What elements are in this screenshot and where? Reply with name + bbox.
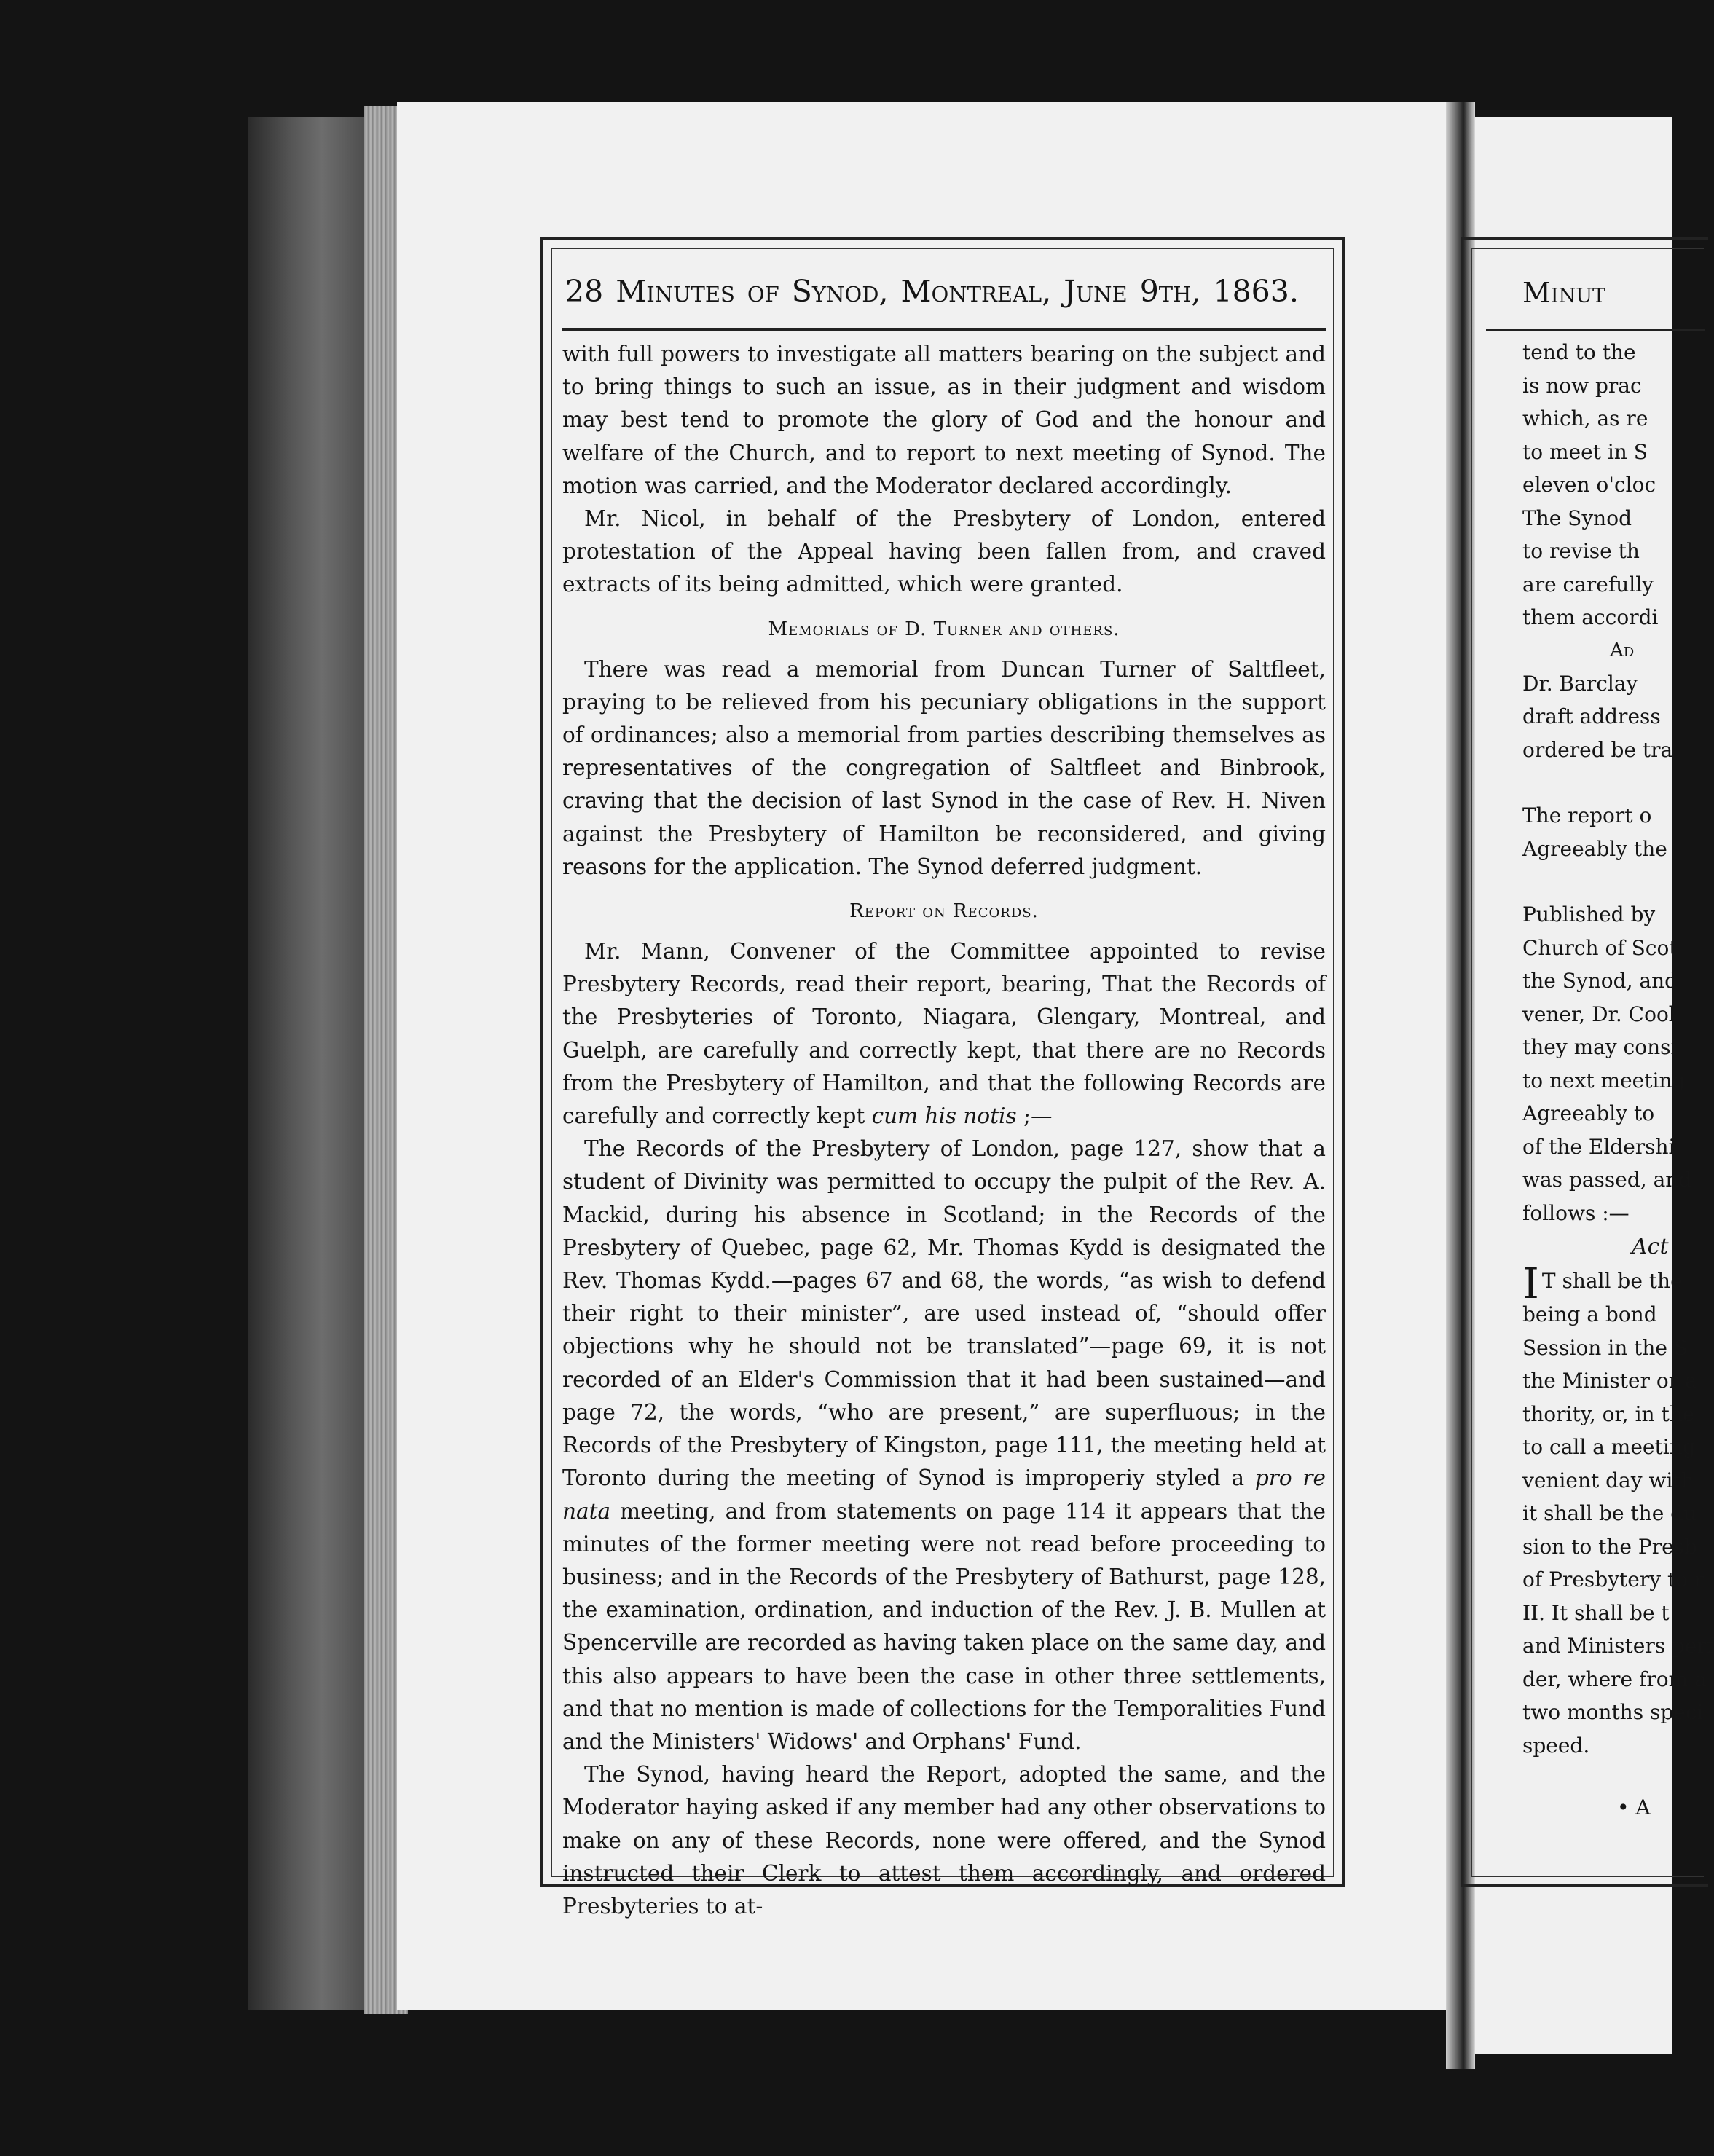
text-line xyxy=(1522,1464,1697,1498)
paragraph: Mr. Nicol, in behalf of the Presbytery of London, entered protestation of the Appeal having been fallen from, and craved extracts of its being admitted, which were granted. xyxy=(562,506,1326,597)
line-text: them accordi xyxy=(1522,605,1659,629)
text-line xyxy=(1522,1163,1697,1197)
line-text: are carefully xyxy=(1522,572,1654,597)
text-line xyxy=(1522,1729,1697,1763)
book-spine xyxy=(248,117,372,2010)
paragraph: There was read a memorial from Duncan Turner of Saltfleet, praying to be relieved from his pecuniary obligations in the support of ordinances; also a memorial from parties describing themselves as representatives of the congregation of Saltfleet and Binbrook, craving that the decision of last Synod in the case of Rev. H. Niven against the Presbytery of Hamilton be reconsidered, and giving reasons for the application. The Synod deferred judgment. xyxy=(562,656,1326,879)
line-text: of Presbytery to r xyxy=(1522,1567,1705,1592)
text-line xyxy=(1522,1629,1714,1663)
line-text: Church of Scot xyxy=(1522,935,1678,960)
text-line xyxy=(1522,1530,1697,1564)
line-text: The Synod xyxy=(1522,505,1632,530)
text-line xyxy=(1522,402,1697,436)
footnote-marker: • A xyxy=(1617,1795,1651,1819)
right-text-block xyxy=(1522,336,1697,634)
text-line xyxy=(1522,799,1697,833)
line-text: is now prac xyxy=(1522,373,1642,398)
page-number: 28 xyxy=(565,274,604,309)
text-line xyxy=(1522,1431,1697,1464)
line-text: vener, Dr. Cool xyxy=(1522,1002,1675,1026)
line-text: thority, or, in the xyxy=(1522,1401,1695,1426)
right-running-title: Minut xyxy=(1522,277,1605,309)
line-text: the Minister or a xyxy=(1522,1369,1697,1393)
text-line xyxy=(1522,535,1697,568)
text-line xyxy=(1522,336,1697,369)
right-header-rule xyxy=(1486,329,1705,331)
line-text: it shall be the du xyxy=(1522,1501,1697,1525)
right-section-heading: Ad xyxy=(1610,639,1635,661)
line-text: Agreeably to xyxy=(1522,1101,1655,1125)
right-section-heading: Act xyxy=(1632,1234,1669,1259)
paragraph-text: Mr. Mann, Convener of the Committee appointed to revise Presbytery Records, read their report, bearing, That the Records of the Presbyteries of Toronto, Niagara, Glengary, Montreal, and Guelph, are carefully and correctly kept, that there are no Records from the Presbytery of Hamilton, and that the following Records are carefully and correctly kept xyxy=(562,939,1326,1129)
header-rule xyxy=(562,328,1326,331)
left-page-text xyxy=(562,255,1326,1923)
line-text: they may consi xyxy=(1522,1035,1678,1059)
line-text: ordered be tra xyxy=(1522,737,1673,762)
text-line xyxy=(1522,898,1697,932)
right-text-block xyxy=(1522,799,1697,865)
right-text-block xyxy=(1522,898,1697,1230)
text-line xyxy=(1522,568,1697,602)
text-line xyxy=(1522,733,1697,767)
line-text: draft address xyxy=(1522,704,1661,728)
line-text: tend to the xyxy=(1522,340,1636,364)
paragraph xyxy=(562,935,1326,1133)
right-page-text xyxy=(1522,255,1714,1824)
line-text: to next meeting xyxy=(1522,1068,1686,1093)
line-text: Session in the S xyxy=(1522,1335,1689,1360)
page-header xyxy=(562,274,1326,309)
line-text: was passed, and xyxy=(1522,1168,1692,1192)
line-text: two months speci xyxy=(1522,1700,1704,1724)
line-text: to revise th xyxy=(1522,539,1640,563)
line-text: venient day with xyxy=(1522,1468,1694,1492)
line-text: being a bond xyxy=(1522,1302,1657,1326)
right-text-block xyxy=(1522,667,1697,767)
text-line xyxy=(1522,700,1697,733)
text-line xyxy=(1522,601,1697,634)
section-heading: Memorials of D. Turner and others. xyxy=(768,618,1120,640)
paragraph-text: ;— xyxy=(1023,1103,1053,1129)
text-line xyxy=(1522,1398,1697,1431)
line-text: the Synod, and xyxy=(1522,969,1678,993)
line-text: II. It shall be t xyxy=(1522,1600,1670,1625)
text-line xyxy=(1522,1331,1697,1365)
text-line xyxy=(1522,1696,1704,1729)
spacer xyxy=(1522,766,1697,799)
text-line xyxy=(1522,1563,1705,1597)
text-line xyxy=(1522,998,1697,1031)
line-text: eleven o'cloc xyxy=(1522,473,1656,497)
text-line xyxy=(1522,1597,1697,1630)
text-line xyxy=(1522,833,1697,866)
line-text: to call a meeting xyxy=(1522,1435,1696,1459)
text-line xyxy=(1522,1064,1697,1098)
text-line xyxy=(1522,667,1697,701)
line-text: follows :— xyxy=(1522,1200,1630,1225)
spacer xyxy=(1522,865,1697,898)
paragraph-text: meeting, and from statements on page 114 it appears that the minutes of the former meeting were not read before proceeding to business; and in the Records of the Presbytery of Bathurst, page 128, the examination, ordination, and induction of the Rev. J. B. Mullen at Spencerville are recorded as having taken place on the same day, and this also appears to have been the case in other three settlements, and that no mention is made of collections for the Temporalities Fund and the Ministers' Widows' and Orphans' Fund. xyxy=(562,1498,1326,1754)
line-text: sion to the Presb xyxy=(1522,1534,1697,1559)
text-line xyxy=(1522,932,1697,965)
line-text: to meet in S xyxy=(1522,439,1648,464)
line-text: and Ministers perf xyxy=(1522,1634,1714,1658)
line-text: speed. xyxy=(1522,1733,1590,1758)
line-text: of the Eldershi xyxy=(1522,1134,1675,1159)
line-text: Agreeably the xyxy=(1522,836,1667,861)
section-heading: Report on Records. xyxy=(849,900,1039,923)
text-line xyxy=(1522,369,1697,403)
text-line xyxy=(1522,1364,1697,1398)
paragraph: with full powers to investigate all matters bearing on the subject and to bring things to such an issue, as in their judgment and wisdom may best tend to promote the glory of God and the honour and welfare of the Church, and to report to next meeting of Synod. The motion was carried, and the Moderator declared accordingly. xyxy=(562,342,1326,498)
line-text: The report o xyxy=(1522,803,1652,827)
line-text: T shall be the xyxy=(1541,1269,1683,1293)
running-title: Minutes of Synod, Montreal, June 9th, 1863. xyxy=(616,274,1299,309)
text-line xyxy=(1522,1663,1707,1696)
line-text: Published by xyxy=(1522,902,1656,926)
text-line xyxy=(1522,502,1697,535)
text-line xyxy=(1522,964,1697,998)
text-line xyxy=(1522,436,1697,469)
paragraph: The Synod, having heard the Report, adopted the same, and the Moderator haying asked if any member had any other observations to make on any of these Records, none were offered, and the Synod instructed their Clerk to attest them accordingly, and ordered Presbyteries to at- xyxy=(562,1762,1326,1919)
drop-cap: I xyxy=(1522,1259,1539,1308)
text-line xyxy=(1522,1298,1697,1331)
text-line xyxy=(1522,1259,1697,1308)
paragraph xyxy=(562,1133,1326,1758)
italic-phrase: cum his notis xyxy=(871,1103,1017,1129)
text-line xyxy=(1522,468,1697,502)
right-text-block xyxy=(1522,1259,1714,1762)
paragraph-text: The Records of the Presbytery of London, page 127, show that a student of Divinity was permitted to occupy the pulpit of the Rev. A. Mackid, during his absence in Scotland; in the Records of the Presbytery of Quebec, page 62, Mr. Thomas Kydd is designated the Rev. Thomas Kydd.—pages 67 and 68, the words, “as wish to defend their right to their minister”, are used instead of, “should offer objections why he should not be translated”—page 69, it is not recorded of an Elder's Commission that it had been sustained—and page 72, the words, “who are present,” are superfluous; in the Records of the Presbytery of Kingston, page 111, the meeting held at Toronto during the meeting of Synod is improperiy styled a xyxy=(562,1136,1326,1491)
text-line xyxy=(1522,1497,1697,1530)
line-text: der, where from a xyxy=(1522,1667,1707,1691)
text-line xyxy=(1522,1197,1697,1230)
line-text: which, as re xyxy=(1522,406,1648,430)
text-line xyxy=(1522,1031,1697,1064)
text-line xyxy=(1522,1130,1697,1164)
line-text: Dr. Barclay xyxy=(1522,671,1638,696)
text-line xyxy=(1522,1097,1697,1130)
italic-phrase: pro re nata xyxy=(562,1465,1326,1524)
